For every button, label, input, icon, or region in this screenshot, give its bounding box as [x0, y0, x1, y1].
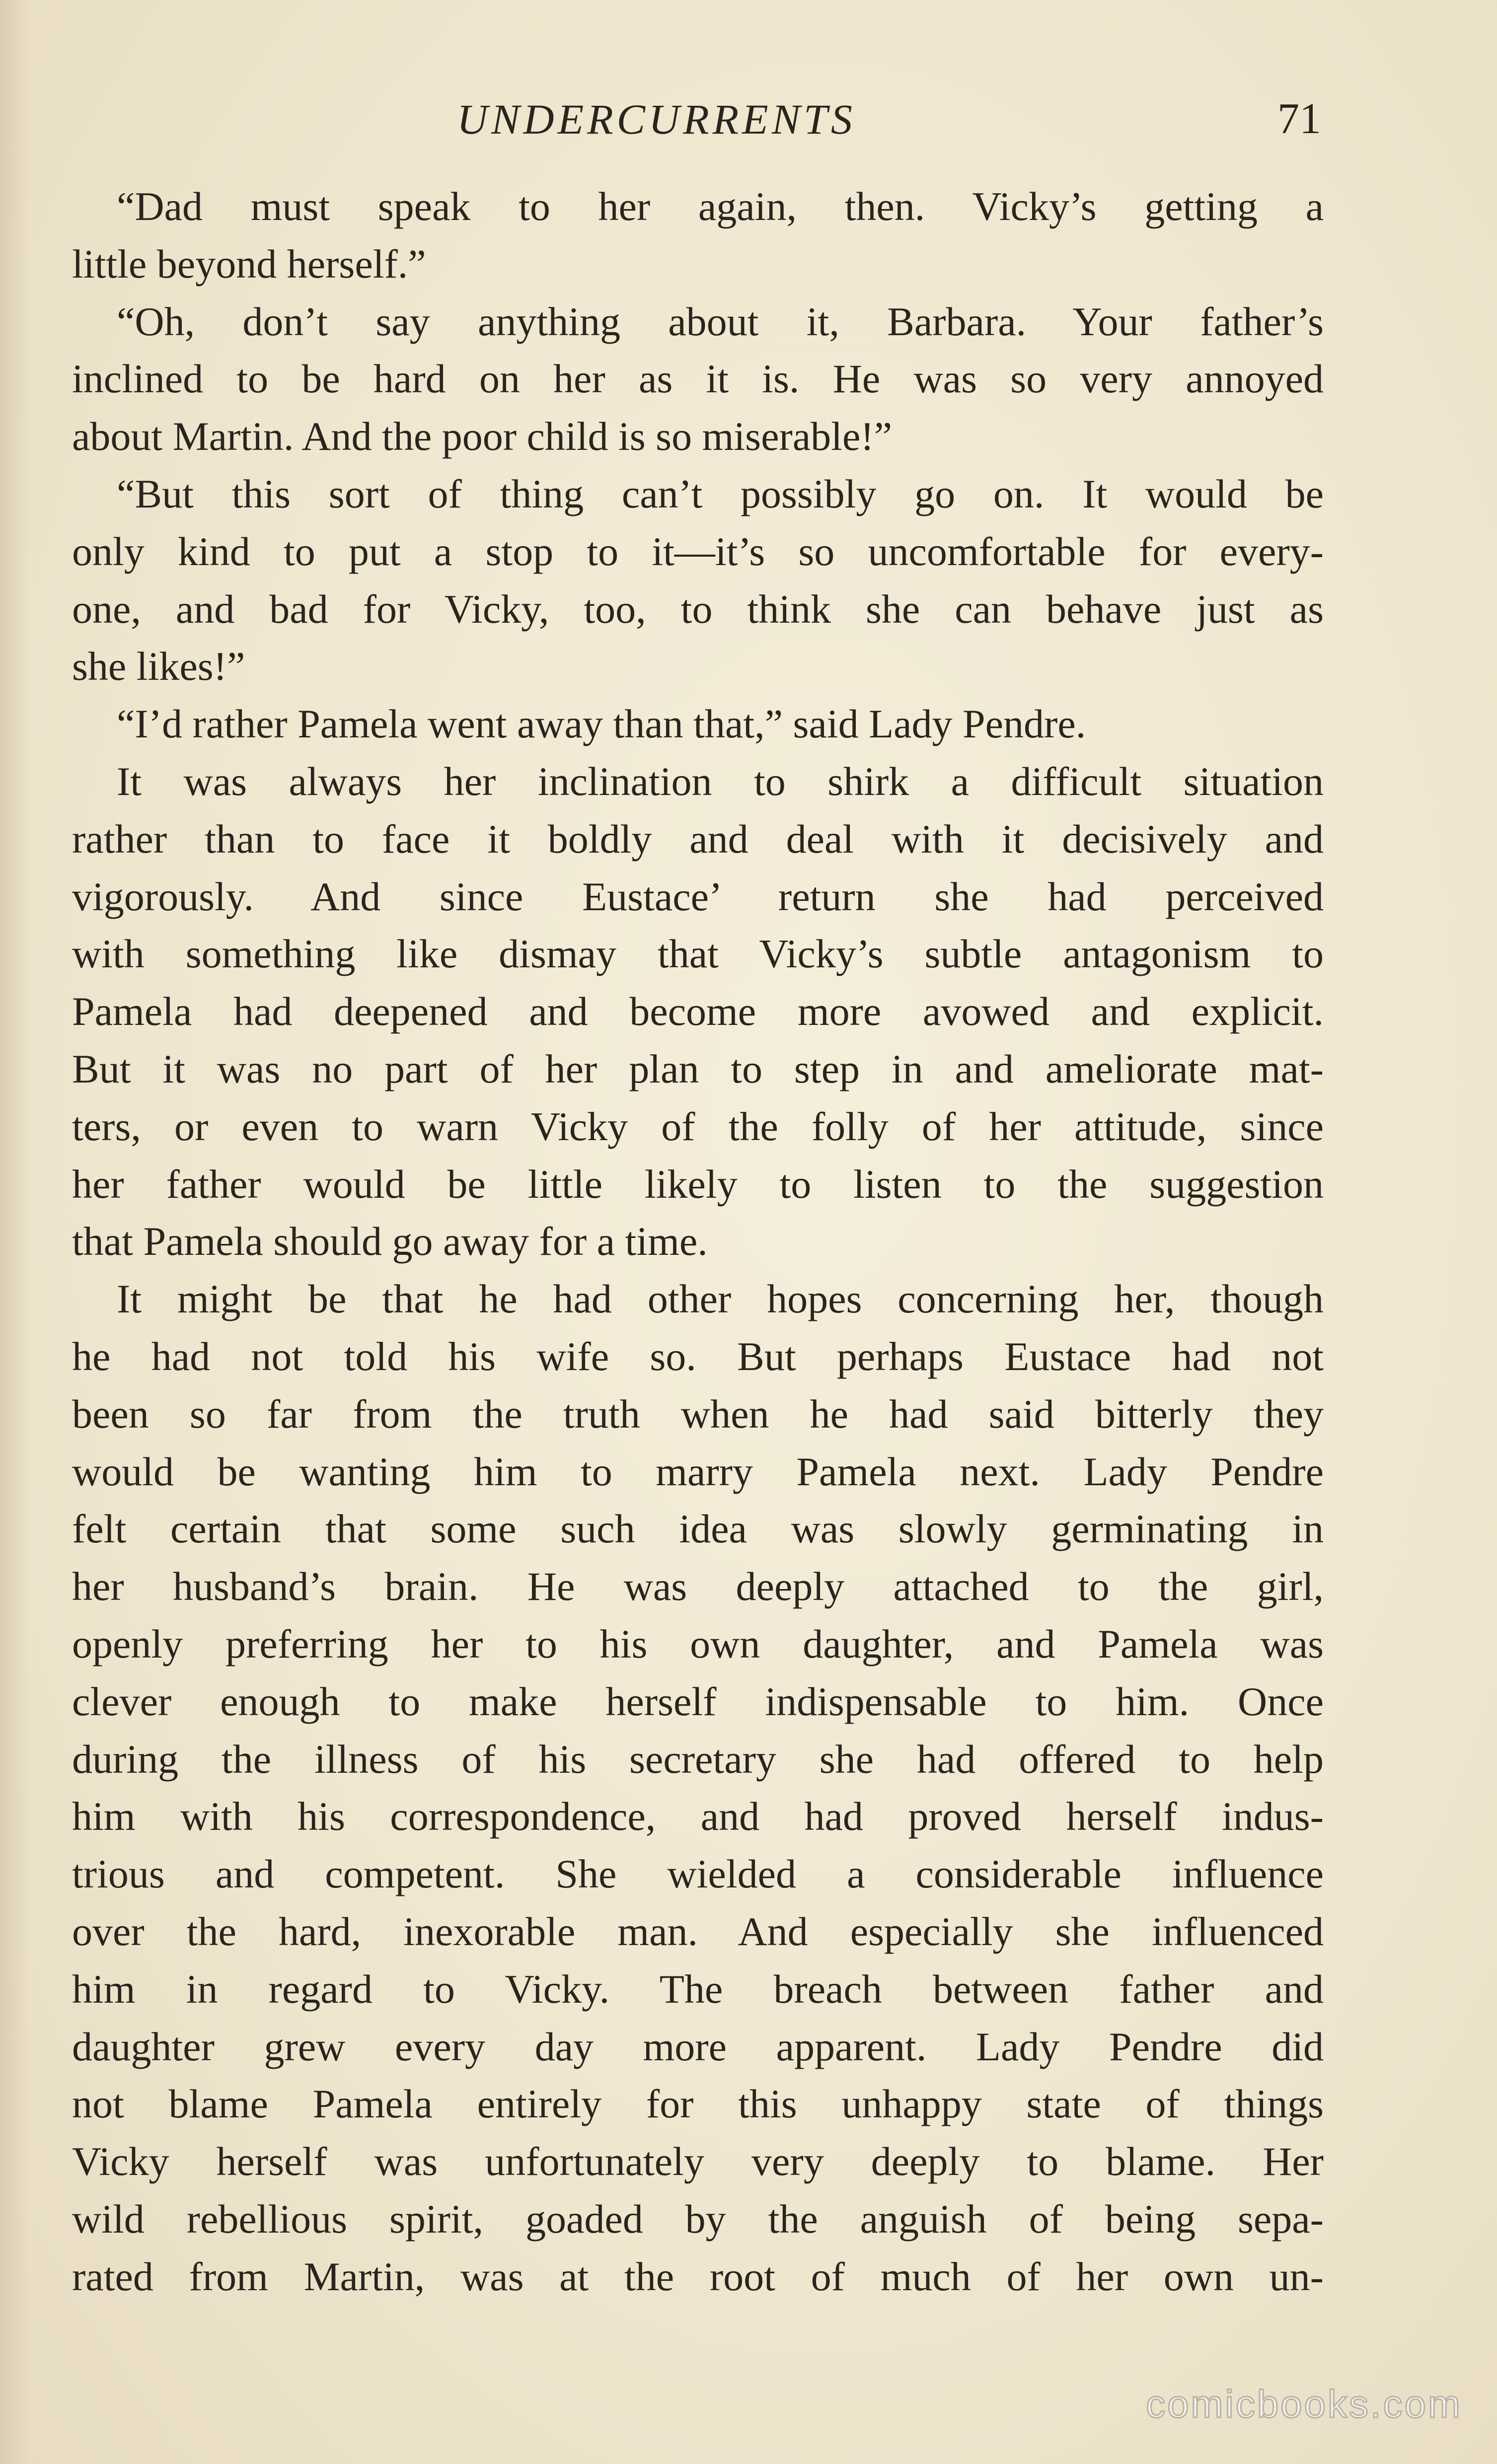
text-line: It was always her inclination to shirk a difficult situation — [117, 758, 1324, 804]
text-line: he had not told his wife so. But perhaps Eustace had not — [72, 1333, 1324, 1379]
body-text — [72, 178, 1324, 2305]
text-line: trious and competent. She wielded a considerable influence — [72, 1851, 1324, 1897]
text-line: that Pamela should go away for a time. — [72, 1219, 708, 1264]
text-line: vigorously. And since Eustace’ return she had perceived — [72, 873, 1324, 919]
text-line: little beyond herself.” — [72, 241, 426, 287]
text-line: inclined to be hard on her as it is. He was so very annoyed — [72, 356, 1324, 402]
text-line: about Martin. And the poor child is so miserable!” — [72, 414, 893, 459]
text-line: one, and bad for Vicky, too, to think she can behave just as — [72, 586, 1324, 632]
text-line: “Dad must speak to her again, then. Vicky’s getting a — [117, 184, 1324, 229]
text-line: “I’d rather Pamela went away than that,” said Lady Pendre. — [117, 701, 1086, 747]
text-line: she likes!” — [72, 644, 245, 689]
text-line: clever enough to make herself indispensable to him. Once — [72, 1678, 1324, 1724]
text-line: not blame Pamela entirely for this unhappy state of things — [72, 2081, 1324, 2127]
text-line: rated from Martin, was at the root of much of her own un- — [72, 2253, 1324, 2299]
page-header — [70, 87, 1321, 151]
text-line: her husband’s brain. He was deeply attached to the girl, — [72, 1564, 1324, 1609]
text-line: only kind to put a stop to it—it’s so uncomfortable for every- — [72, 528, 1324, 574]
text-line: But it was no part of her plan to step in and ameliorate mat- — [72, 1046, 1324, 1091]
text-line: wild rebellious spirit, goaded by the anguish of being sepa- — [72, 2196, 1324, 2242]
text-line: felt certain that some such idea was slowly germinating in — [72, 1506, 1324, 1552]
text-line: during the illness of his secretary she had offered to help — [72, 1736, 1324, 1782]
text-line: her father would be little likely to listen to the suggestion — [72, 1161, 1324, 1207]
text-line: rather than to face it boldly and deal with it decisively and — [72, 816, 1324, 862]
text-line: “Oh, don’t say anything about it, Barbara. Your father’s — [117, 298, 1324, 344]
page-gutter-shadow — [0, 0, 30, 2464]
text-line: with something like dismay that Vicky’s subtle antagonism to — [72, 931, 1324, 977]
page-number: 71 — [1277, 95, 1321, 143]
watermark: comicbooks.com — [1146, 2382, 1462, 2426]
text-line: over the hard, inexorable man. And especially she influenced — [72, 1908, 1324, 1954]
text-line: him with his correspondence, and had proved herself indus- — [72, 1794, 1324, 1839]
text-line: would be wanting him to marry Pamela next. Lady Pendre — [72, 1449, 1324, 1494]
text-line: him in regard to Vicky. The breach between father and — [72, 1966, 1324, 2012]
text-line: “But this sort of thing can’t possibly go on. It would be — [117, 471, 1324, 516]
running-title: UNDERCURRENTS — [457, 95, 856, 143]
text-line: openly preferring her to his own daughter, and Pamela was — [72, 1621, 1324, 1667]
text-line: Pamela had deepened and become more avowed and explicit. — [72, 989, 1324, 1034]
text-line: been so far from the truth when he had said bitterly they — [72, 1391, 1324, 1437]
text-line: ters, or even to warn Vicky of the folly of her attitude, since — [72, 1103, 1324, 1149]
text-line: Vicky herself was unfortunately very deeply to blame. Her — [72, 2139, 1324, 2184]
text-line: daughter grew every day more apparent. Lady Pendre did — [72, 2024, 1324, 2069]
text-line: It might be that he had other hopes concerning her, though — [117, 1276, 1324, 1322]
